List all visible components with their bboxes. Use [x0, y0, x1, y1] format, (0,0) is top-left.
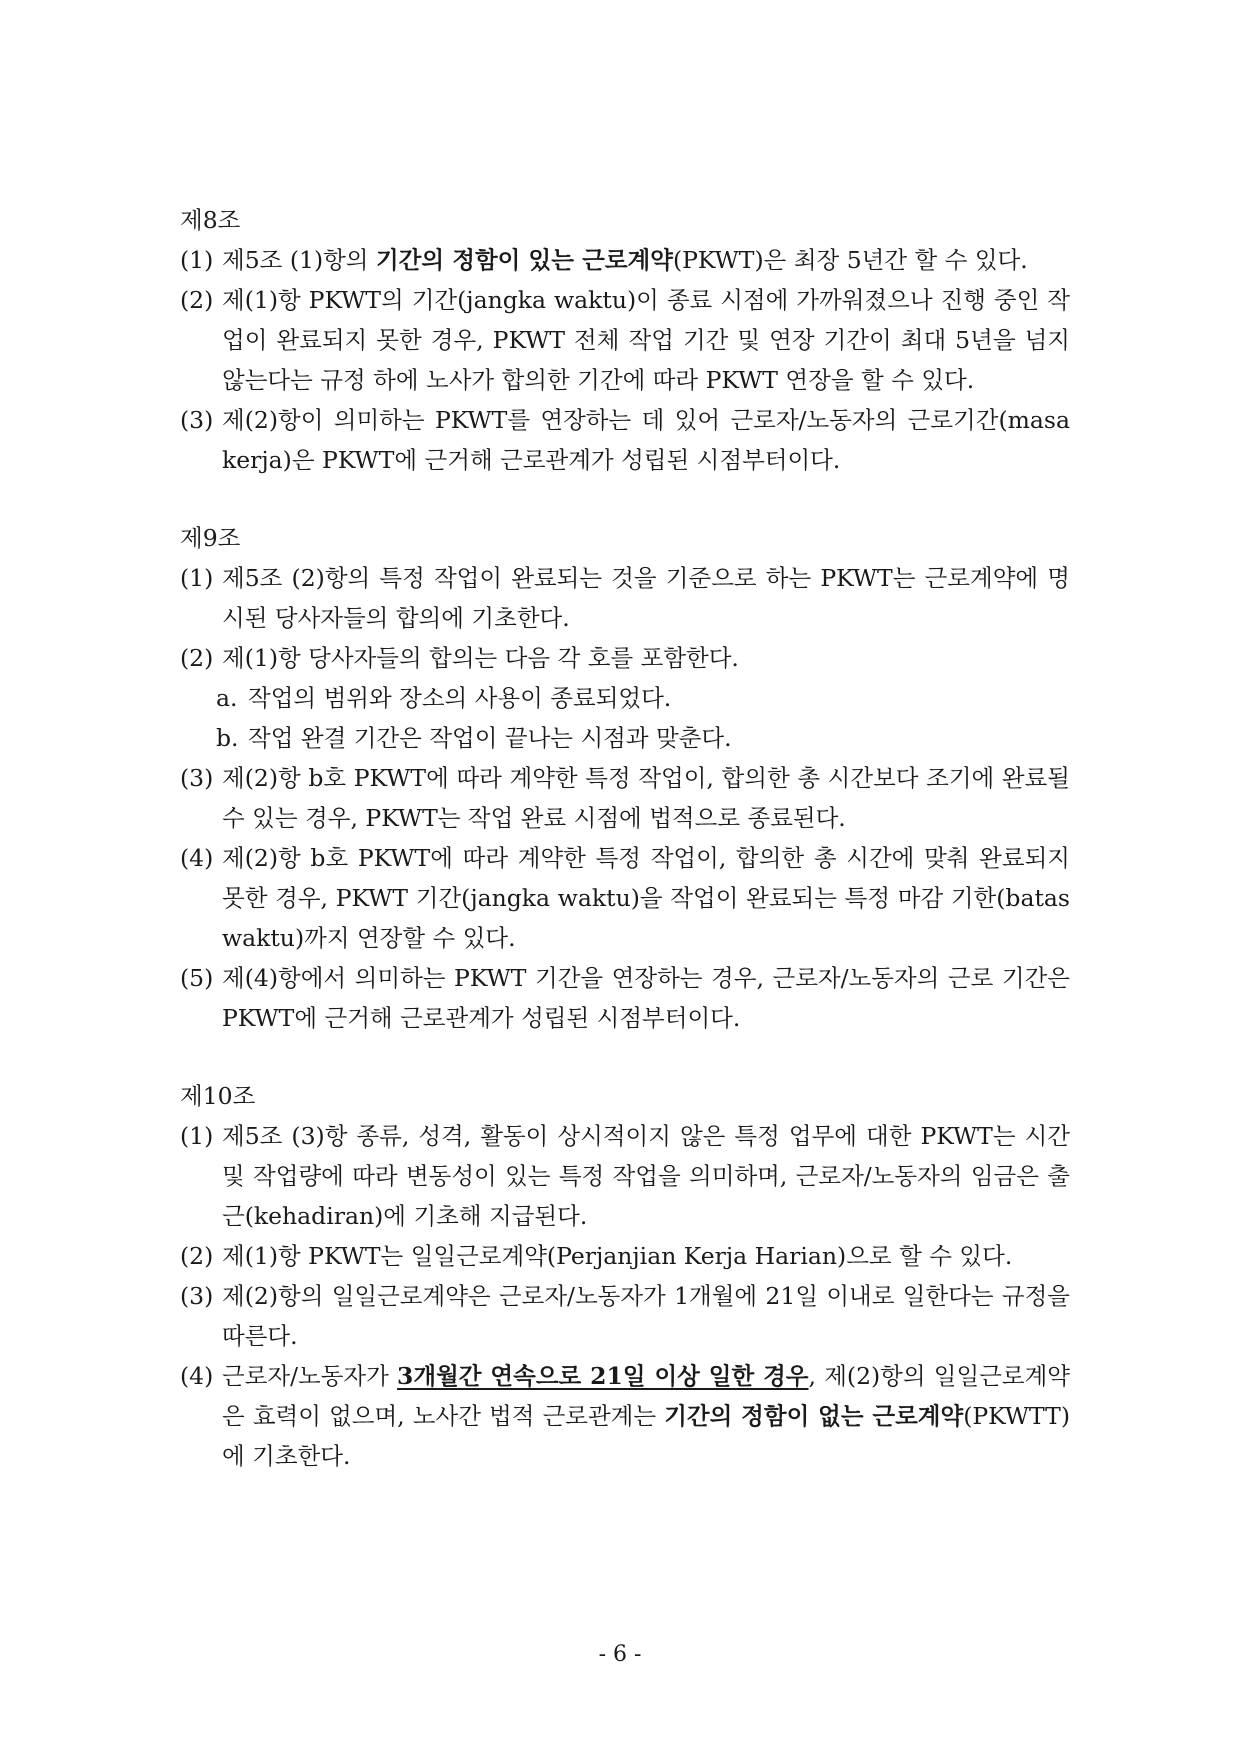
text-run: 근로자/노동자가	[222, 1362, 398, 1390]
clause-number: (1)	[180, 564, 214, 592]
emphasized-text: 3개월간 연속으로 21일 이상 일한 경우	[397, 1362, 809, 1390]
clause-text	[222, 1356, 1070, 1476]
clause-item	[180, 280, 1070, 400]
clause-text	[222, 280, 1070, 400]
clause-text	[222, 838, 1070, 958]
text-run: 제5조 (1)항의	[222, 246, 376, 274]
text-run: 제(4)항에서 의미하는 PKWT 기간을 연장하는 경우, 근로자/노동자의 근로 기간은 PKWT에 근거해 근로관계가 성립된 시점부터이다.	[222, 964, 1070, 1032]
clause-text	[222, 638, 1070, 678]
clause-text	[222, 1276, 1070, 1356]
clause-item	[180, 1116, 1070, 1236]
emphasized-text: 기간의 정함이 없는 근로계약	[664, 1402, 964, 1430]
clause-number: (4)	[180, 1362, 214, 1390]
text-run: 제(2)항 b호 PKWT에 따라 계약한 특정 작업이, 합의한 총 시간보다 조기에 완료될 수 있는 경우, PKWT는 작업 완료 시점에 법적으로 종료된다.	[222, 764, 1070, 832]
clause-number: (2)	[180, 644, 214, 672]
clause-item	[180, 638, 1070, 678]
article-title: 제10조	[180, 1082, 256, 1110]
clause-item	[180, 400, 1070, 480]
clause-number: a.	[216, 684, 238, 712]
article-title: 제8조	[180, 206, 241, 234]
text-run: 작업의 범위와 장소의 사용이 종료되었다.	[248, 684, 672, 712]
clause-number: (3)	[180, 764, 214, 792]
clause-text	[222, 400, 1070, 480]
clause-item	[180, 1236, 1070, 1276]
clause-text	[222, 1116, 1070, 1236]
clause-number: (2)	[180, 1242, 214, 1270]
clause-number: (3)	[180, 1282, 214, 1310]
text-run: 제(1)항 PKWT의 기간(jangka waktu)이 종료 시점에 가까워졌으나 진행 중인 작업이 완료되지 못한 경우, PKWT 전체 작업 기간 및 연장 기간이 최대 5년을 넘지 않는다는 규정 하에 노사가 합의한 기간에 따라 PKWT 연장을 할 수 있다.	[222, 286, 1070, 394]
clause-number: (5)	[180, 964, 214, 992]
text-run: (PKWT)은 최장 5년간 할 수 있다.	[672, 246, 1028, 274]
clause-number: (1)	[180, 246, 214, 274]
clause-number: (2)	[180, 286, 214, 314]
clause-text	[248, 718, 1070, 758]
clause-text	[222, 958, 1070, 1038]
text-run: 제(1)항 당사자들의 합의는 다음 각 호를 포함한다.	[222, 644, 739, 672]
text-run: 제(2)항 b호 PKWT에 따라 계약한 특정 작업이, 합의한 총 시간에 맞춰 완료되지 못한 경우, PKWT 기간(jangka waktu)을 작업이 완료되는 특정 마감 기한(batas waktu)까지 연장할 수 있다.	[222, 844, 1070, 952]
clause-number: (3)	[180, 406, 214, 434]
text-run: , 제(2)항의 일일근로계약은 효력이 없으며, 노사간 법적 근로관계는	[222, 1362, 1070, 1430]
clause-number: (4)	[180, 844, 214, 872]
article-title: 제9조	[180, 524, 241, 552]
clause-item	[180, 240, 1070, 280]
clause-item	[180, 758, 1070, 838]
clause-item	[180, 1276, 1070, 1356]
page-number: - 6 -	[598, 1642, 642, 1667]
document-body	[180, 200, 1070, 1514]
text-run: (PKWTT)에 기초한다.	[222, 1402, 1070, 1470]
sub-item	[180, 678, 1070, 718]
article-section	[180, 200, 1070, 480]
clause-item	[180, 838, 1070, 958]
clause-item	[180, 1356, 1070, 1476]
clause-text	[248, 678, 1070, 718]
text-run: 제(1)항 PKWT는 일일근로계약(Perjanjian Kerja Harian)으로 할 수 있다.	[222, 1242, 1013, 1270]
text-run: 제5조 (2)항의 특정 작업이 완료되는 것을 기준으로 하는 PKWT는 근로계약에 명시된 당사자들의 합의에 기초한다.	[222, 564, 1070, 632]
text-run: 작업 완결 기간은 작업이 끝나는 시점과 맞춘다.	[248, 724, 732, 752]
clause-text	[222, 240, 1070, 280]
clause-item	[180, 958, 1070, 1038]
sub-item	[180, 718, 1070, 758]
text-run: 제(2)항의 일일근로계약은 근로자/노동자가 1개월에 21일 이내로 일한다는 규정을 따른다.	[222, 1282, 1070, 1350]
article-section	[180, 1076, 1070, 1476]
clause-text	[222, 758, 1070, 838]
text-run: 제(2)항이 의미하는 PKWT를 연장하는 데 있어 근로자/노동자의 근로기간(masa kerja)은 PKWT에 근거해 근로관계가 성립된 시점부터이다.	[222, 406, 1070, 474]
article-section	[180, 518, 1070, 1038]
clause-number: b.	[216, 724, 239, 752]
clause-number: (1)	[180, 1122, 214, 1150]
clause-text	[222, 1236, 1070, 1276]
clause-text	[222, 558, 1070, 638]
text-run: 제5조 (3)항 종류, 성격, 활동이 상시적이지 않은 특정 업무에 대한 PKWT는 시간 및 작업량에 따라 변동성이 있는 특정 작업을 의미하며, 근로자/노동자의 임금은 출근(kehadiran)에 기초해 지급된다.	[222, 1122, 1070, 1230]
emphasized-text: 기간의 정함이 있는 근로계약	[375, 246, 673, 274]
clause-item	[180, 558, 1070, 638]
